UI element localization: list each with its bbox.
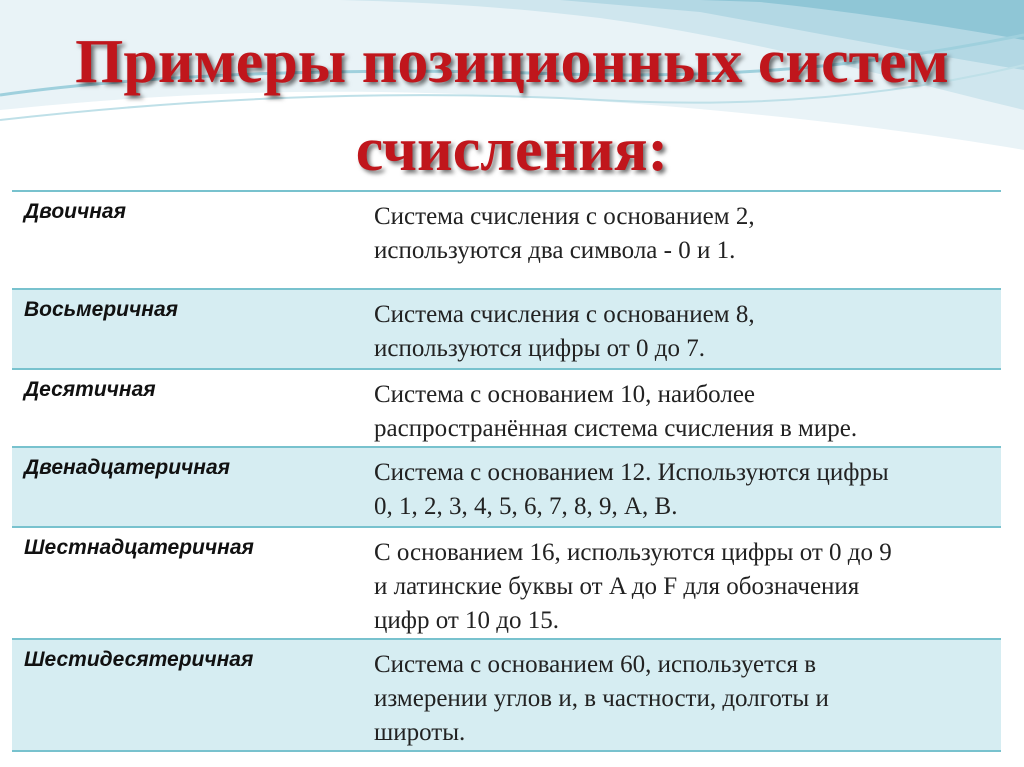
table-row	[12, 527, 1001, 639]
table-row	[12, 289, 1001, 369]
system-description	[364, 527, 1001, 639]
description-line: распространённая система счисления в мире.	[374, 415, 858, 442]
description-line: Система с основанием 12. Используются цифры	[374, 459, 889, 486]
description-line: Система счисления с основанием 2,	[374, 203, 755, 230]
table-row	[12, 639, 1001, 751]
description-line: используются два символа - 0 и 1.	[374, 237, 736, 264]
description-line: Система с основанием 60, используется в	[374, 651, 817, 678]
description-line: измерении углов и, в частности, долготы и	[374, 685, 829, 712]
system-name: Шестнадцатеричная	[24, 536, 254, 559]
table-row	[12, 369, 1001, 447]
description-line: используются цифры от 0 до 7.	[374, 335, 705, 362]
description-line: С основанием 16, используются цифры от 0 до 9	[374, 539, 892, 566]
description-line: Система с основанием 10, наиболее	[374, 381, 756, 408]
description-line: цифр от 10 до 15.	[374, 607, 560, 634]
system-description	[364, 289, 1001, 369]
system-description	[364, 369, 1001, 447]
description-line: Система счисления с основанием 8,	[374, 301, 755, 328]
table-row	[12, 191, 1001, 289]
table-row	[12, 447, 1001, 527]
system-name: Десятичная	[24, 378, 156, 401]
system-description	[364, 639, 1001, 751]
description-line: широты.	[374, 719, 466, 746]
page-title	[0, 18, 1024, 194]
system-name: Двенадцатеричная	[24, 456, 231, 479]
system-name: Восьмеричная	[24, 298, 178, 321]
title-line-2: счисления:	[355, 116, 669, 184]
number-systems-table	[12, 190, 1001, 752]
system-name: Двоичная	[24, 200, 126, 223]
title-line-1: Примеры позиционных систем	[75, 28, 949, 96]
description-line: 0, 1, 2, 3, 4, 5, 6, 7, 8, 9, А, В.	[374, 493, 678, 520]
system-name: Шестидесятеричная	[24, 648, 254, 671]
system-description	[364, 447, 1001, 527]
description-line: и латинские буквы от A до F для обозначения	[374, 573, 860, 600]
system-description	[364, 191, 1001, 289]
